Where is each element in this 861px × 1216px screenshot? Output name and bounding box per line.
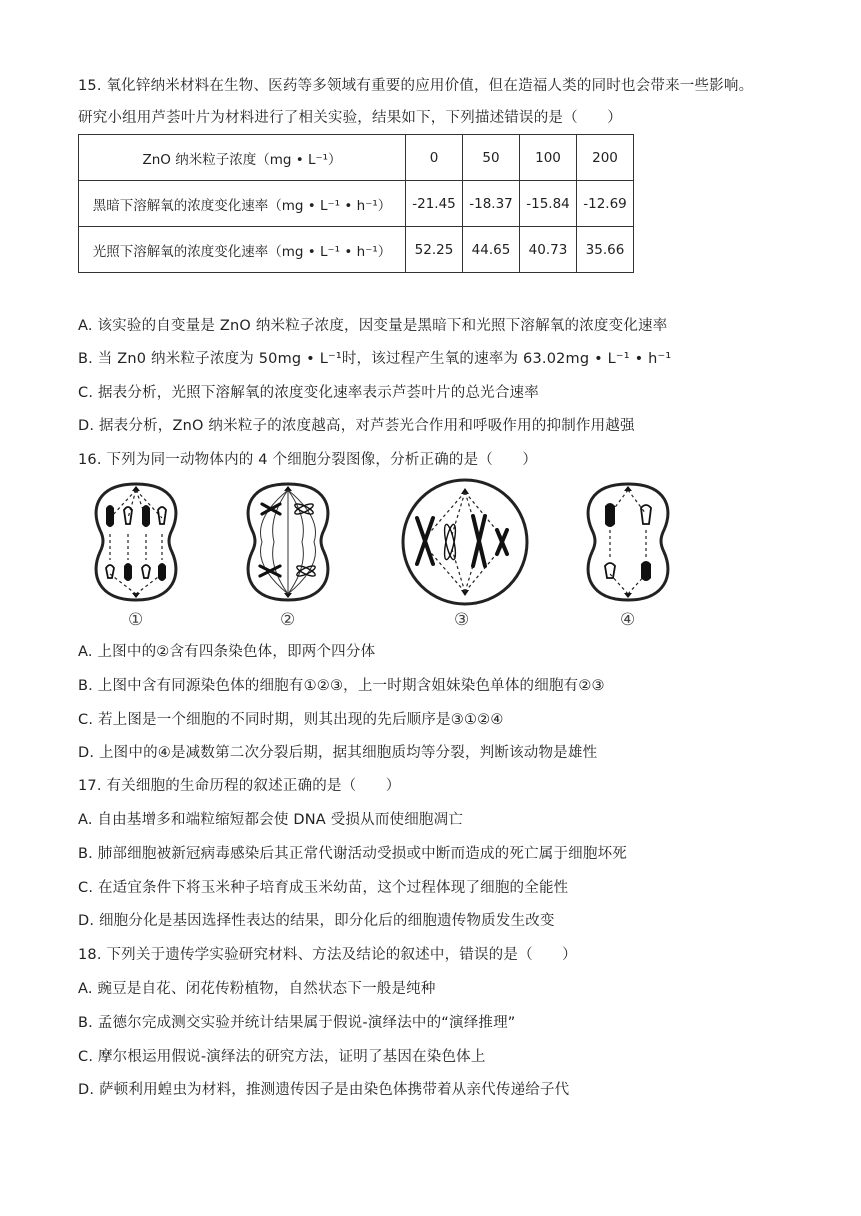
table-row bbox=[79, 181, 634, 227]
cell-figure-3 bbox=[395, 478, 535, 608]
table-row-label: 黑暗下溶解氧的浓度变化速率（mg • L⁻¹ • h⁻¹） bbox=[79, 181, 406, 227]
q16-option-d: D. 上图中的④是减数第二次分裂后期，据其细胞质均等分裂，判断该动物是雄性 bbox=[78, 745, 598, 761]
table-cell: 35.66 bbox=[577, 227, 634, 273]
q15-stem-line2: 研究小组用芦荟叶片为材料进行了相关实验，结果如下，下列描述错误的是（ ） bbox=[78, 110, 622, 126]
table-row-label: 光照下溶解氧的浓度变化速率（mg • L⁻¹ • h⁻¹） bbox=[79, 227, 406, 273]
q17-option-c: C. 在适宜条件下将玉米种子培育成玉米幼苗，这个过程体现了细胞的全能性 bbox=[78, 880, 569, 896]
table-cell: 52.25 bbox=[406, 227, 463, 273]
q16-option-c: C. 若上图是一个细胞的不同时期，则其出现的先后顺序是③①②④ bbox=[78, 712, 504, 728]
q16-stem: 16. 下列为同一动物体内的 4 个细胞分裂图像，分析正确的是（ ） bbox=[78, 452, 538, 468]
q18-option-c: C. 摩尔根运用假说-演绎法的研究方法，证明了基因在染色体上 bbox=[78, 1049, 486, 1065]
table-cell: -21.45 bbox=[406, 181, 463, 227]
q18-option-d: D. 萨顿利用蝗虫为材料，推测遗传因子是由染色体携带着从亲代传递给子代 bbox=[78, 1082, 570, 1098]
cell-label-2: ② bbox=[280, 610, 296, 630]
q17-option-b: B. 肺部细胞被新冠病毒感染后其正常代谢活动受损或中断而造成的死亡属于细胞坏死 bbox=[78, 846, 627, 862]
q17-option-a: A. 自由基增多和端粒缩短都会使 DNA 受损从而使细胞凋亡 bbox=[78, 812, 464, 828]
cell-figure-2 bbox=[240, 478, 336, 606]
table-concentration: 50 bbox=[463, 135, 520, 181]
cell-division-figures bbox=[80, 478, 690, 628]
cell-label-1: ① bbox=[128, 610, 144, 630]
q15-stem-line1: 15. 氧化锌纳米材料在生物、医药等多领域有重要的应用价值，但在造福人类的同时也会带来一些影响。 bbox=[78, 78, 754, 94]
q15-option-c: C. 据表分析，光照下溶解氧的浓度变化速率表示芦荟叶片的总光合速率 bbox=[78, 385, 539, 401]
q16-option-b: B. 上图中含有同源染色体的细胞有①②③，上一时期含姐妹染色单体的细胞有②③ bbox=[78, 678, 605, 694]
cell-figure-4 bbox=[580, 478, 676, 606]
table-cell: -12.69 bbox=[577, 181, 634, 227]
table-header-row bbox=[79, 135, 634, 181]
cell-label-4: ④ bbox=[620, 610, 636, 630]
q15-option-b: B. 当 Zn0 纳米粒子浓度为 50mg • L⁻¹时，该过程产生氧的速率为 63.02mg • L⁻¹ • h⁻¹ bbox=[78, 351, 672, 367]
q18-option-b: B. 孟德尔完成测交实验并统计结果属于假说-演绎法中的“演绎推理” bbox=[78, 1015, 516, 1031]
table-header-label: ZnO 纳米粒子浓度（mg • L⁻¹） bbox=[79, 135, 406, 181]
table-row bbox=[79, 227, 634, 273]
cell-label-3: ③ bbox=[454, 610, 470, 630]
table-concentration: 0 bbox=[406, 135, 463, 181]
table-cell: 44.65 bbox=[463, 227, 520, 273]
q18-option-a: A. 豌豆是自花、闭花传粉植物，自然状态下一般是纯种 bbox=[78, 981, 436, 997]
table-cell: 40.73 bbox=[520, 227, 577, 273]
q18-stem: 18. 下列关于遗传学实验研究材料、方法及结论的叙述中，错误的是（ ） bbox=[78, 947, 577, 963]
cell-figure-1 bbox=[88, 478, 184, 606]
table-cell: -18.37 bbox=[463, 181, 520, 227]
q15-data-table bbox=[78, 134, 634, 273]
q16-option-a: A. 上图中的②含有四条染色体，即两个四分体 bbox=[78, 644, 376, 660]
table-cell: -15.84 bbox=[520, 181, 577, 227]
table-concentration: 200 bbox=[577, 135, 634, 181]
q17-stem: 17. 有关细胞的生命历程的叙述正确的是（ ） bbox=[78, 778, 401, 794]
q17-option-d: D. 细胞分化是基因选择性表达的结果，即分化后的细胞遗传物质发生改变 bbox=[78, 913, 555, 929]
q15-option-d: D. 据表分析，ZnO 纳米粒子的浓度越高，对芦荟光合作用和呼吸作用的抑制作用越强 bbox=[78, 418, 635, 434]
q15-option-a: A. 该实验的自变量是 ZnO 纳米粒子浓度，因变量是黑暗下和光照下溶解氧的浓度变化速率 bbox=[78, 318, 668, 334]
table-concentration: 100 bbox=[520, 135, 577, 181]
